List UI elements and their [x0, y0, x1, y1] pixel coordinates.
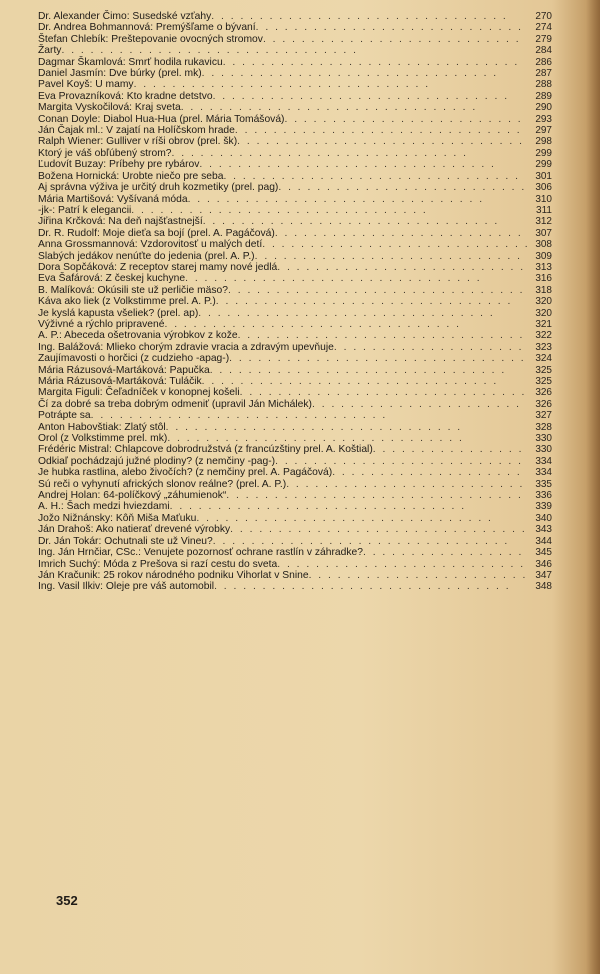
- toc-leader-dots: . . . . . . . . . . . . . . . . . . . . . . . . . . . . . . .: [230, 524, 527, 536]
- toc-entry: [38, 205, 552, 216]
- toc-leader-dots: . . . . . . . . . . . . . . . . . . . . . . .: [308, 569, 528, 581]
- toc-entry-title: Eva Šafárová: Z českej kuchyne: [38, 273, 186, 285]
- toc-entry: [38, 182, 552, 193]
- toc-entry: [38, 273, 552, 284]
- toc-leader-dots: . . . . . . . . . . . . . . . . . . . . . . . . . . . . . . .: [229, 353, 526, 365]
- toc-entry: [38, 114, 552, 125]
- toc-entry: [38, 365, 552, 376]
- toc-leader-dots: . . . . . . . . . . . . . . . . . . . . . . . . . . . . . . .: [61, 45, 358, 57]
- toc-entry-title: Margita Vyskočilová: Kraj sveta: [38, 102, 181, 114]
- toc-leader-dots: . . . . . . . . . . . . . . . . . . . . . . . . . . . . . . .: [209, 364, 507, 376]
- toc-entry: [38, 410, 552, 421]
- toc-entry: [38, 159, 552, 170]
- toc-leader-dots: . . . . . . . . . . . . . . . . . . . . . . . . .: [286, 478, 525, 490]
- toc-entry-page: 301: [535, 170, 552, 182]
- toc-entry: [38, 102, 552, 113]
- toc-entry-page: 310: [535, 193, 552, 205]
- toc-leader-dots: . . . . . . . . . . . . . . . . . . . . . . . . . . . . . .: [237, 330, 525, 342]
- toc-entry-title: A. H.: Šach medzi hviezdami: [38, 501, 170, 513]
- toc-entry: [38, 536, 552, 547]
- toc-entry-title: Dr. R. Rudolf: Moje dieťa sa bojí (prel. A. Pagáčová): [38, 227, 275, 239]
- toc-leader-dots: . . . . . . . . . . . . . . . . . . . . . . . . . . . . . . .: [199, 159, 496, 171]
- toc-entry-page: 320: [535, 307, 552, 319]
- toc-entry-title: Imrich Suchý: Móda z Prešova si razí cestu do sveta: [38, 558, 278, 570]
- toc-entry-title: Mária Martišová: Vyšívaná móda: [38, 193, 188, 205]
- toc-entry: [38, 136, 552, 147]
- toc-leader-dots: . . . . . . . . . . . . . . . . . . . . . . . . . . . . . . .: [171, 147, 469, 159]
- toc-entry-page: 311: [536, 204, 552, 216]
- toc-entry-page: 299: [535, 159, 552, 171]
- toc-entry-title: Je hubka rastlina, alebo živočích? (z nemčiny prel. A. Pagáčová): [38, 467, 333, 479]
- toc-entry-page: 347: [535, 569, 552, 581]
- toc-entry-page: 330: [535, 444, 552, 456]
- toc-leader-dots: . . . . . . . . . . . . . . . . . . . . . . . . . . . . . . .: [131, 204, 428, 216]
- toc-entry: [38, 479, 552, 490]
- toc-entry-page: 279: [535, 33, 552, 45]
- toc-entry: [38, 342, 552, 353]
- toc-leader-dots: . . . . . . . . . . . . . . . . . . . . . . . . . . . . . . .: [169, 501, 467, 513]
- toc-leader-dots: . . . . . . . . . . . . . . . . . . . .: [333, 341, 524, 353]
- toc-entry: [38, 513, 552, 524]
- toc-entry: [38, 422, 552, 433]
- toc-entry-title: Jiřina Krčková: Na deň najšťastnejší: [38, 216, 203, 228]
- toc-entry-title: Conan Doyle: Diabol Hua-Hua (prel. Mária Tomášová): [38, 113, 285, 125]
- toc-leader-dots: . . . . . . . . . . . . . . . . .: [362, 547, 524, 559]
- toc-entry-title: Ing. Vasil Ilkiv: Oleje pre váš automobil: [38, 581, 215, 593]
- toc-entry: [38, 308, 552, 319]
- toc-entry: [38, 467, 552, 478]
- toc-entry-title: Aj správna výživa je určitý druh kozmetiky (prel. pag): [38, 182, 279, 194]
- toc-leader-dots: . . . . . . . . . . . . . . . . . . . . . . . . . . . . . . .: [187, 193, 485, 205]
- toc-entry-title: Dora Sopčáková: Z receptov starej mamy nové jedlá: [38, 261, 278, 273]
- toc-leader-dots: . . . . . . . . . . . . . . . . . . . . . . . . . . . .: [255, 22, 523, 34]
- toc-entry: [38, 79, 552, 90]
- toc-entry: [38, 559, 552, 570]
- toc-entry-page: 289: [535, 90, 552, 102]
- toc-entry: [38, 91, 552, 102]
- toc-leader-dots: . . . . . . . . . . . . . . . . . . . . . . . . . . . . . .: [239, 387, 527, 399]
- toc-leader-dots: . . . . . . . . . . . . . . . . . . . . . . . . . . . . . . .: [223, 170, 520, 182]
- toc-entry-title: -jk-: Patrí k elegancii: [38, 204, 132, 216]
- toc-entry-page: 345: [535, 547, 552, 559]
- toc-leader-dots: . . . . . . . . . . . . . . . . . . . . . .: [312, 398, 522, 410]
- toc-entry-page: 321: [535, 318, 552, 330]
- toc-leader-dots: . . . . . . . . . . . . . . . . . . . . . . . . . . . . . . .: [211, 11, 508, 22]
- toc-leader-dots: . . . . . . . . . . . . . . . . . . . . . . . . .: [284, 113, 523, 125]
- toc-entry-page: 343: [535, 524, 552, 536]
- toc-entry-page: 308: [535, 239, 552, 251]
- toc-leader-dots: . . . . . . . . . . . . . . . .: [372, 444, 524, 456]
- toc-leader-dots: . . . . . . . . . . . . . . . . . . . . . . . . . . . . . . .: [180, 102, 478, 114]
- toc-entry-title: Frédéric Mistral: Chlapcove dobrodružstvá (z francúzštiny prel. A. Koštial): [38, 444, 373, 456]
- toc-leader-dots: . . . . . . . . . . . . . . . . . . . . . . . . . .: [277, 558, 526, 570]
- toc-entry: [38, 376, 552, 387]
- toc-entry-page: 274: [535, 22, 552, 34]
- toc-entry: [38, 501, 552, 512]
- toc-entry: [38, 125, 552, 136]
- toc-entry: [38, 216, 552, 227]
- toc-entry-title: Margita Figuli: Čeľadníček v konopnej košeli: [38, 387, 240, 399]
- table-of-contents: [38, 11, 552, 593]
- toc-entry-title: Štefan Chlebík: Preštepovanie ovocných stromov: [38, 33, 263, 45]
- toc-entry-title: Dr. Andrea Bohmannová: Premýšľame o bývaní: [38, 22, 256, 34]
- toc-leader-dots: . . . . . . . . . . . . . . . . . . . . . . . . . . . . . . .: [185, 273, 482, 285]
- toc-entry-title: Slabých jedákov nenúťte do jedenia (prel. A. P.): [38, 250, 255, 262]
- toc-entry-title: Orol (z Volkstimme prel. mk): [38, 433, 168, 445]
- toc-entry-page: 330: [535, 433, 552, 445]
- toc-leader-dots: . . . . . . . . . . . . . . . . . . . . . . . . . . . . . . .: [90, 410, 388, 422]
- toc-entry: [38, 570, 552, 581]
- toc-entry: [38, 456, 552, 467]
- toc-leader-dots: . . . . . . . . . . . . . . . . . . . . . . . . . . . . . . .: [215, 296, 513, 308]
- toc-entry: [38, 239, 552, 250]
- toc-entry-page: 287: [535, 68, 552, 80]
- toc-entry-title: Žarty: [38, 45, 62, 57]
- toc-leader-dots: . . . . . . . . . . . . . . . . . . . . . . . . . . .: [262, 33, 521, 45]
- toc-entry-page: 299: [535, 147, 552, 159]
- toc-entry-title: Mária Rázusová-Martáková: Papučka: [38, 364, 210, 376]
- toc-entry-page: 334: [535, 455, 552, 467]
- toc-entry-title: Anna Grossmannová: Vzdorovitosť u malých detí: [38, 239, 263, 251]
- toc-entry-page: 326: [535, 398, 552, 410]
- toc-entry-title: Ing. Ján Hrnčiar, CSc.: Venujete pozornosť ochrane rastlín v záhradke?: [38, 547, 363, 559]
- toc-entry: [38, 262, 552, 273]
- toc-entry-page: 324: [535, 353, 552, 365]
- toc-entry-title: Jožo Nižnánsky: Kôň Miša Maťuku: [38, 512, 197, 524]
- toc-entry: [38, 319, 552, 330]
- toc-entry: [38, 194, 552, 205]
- toc-entry-title: Čí za dobré sa treba dobrým odmeniť (upravil Ján Michálek): [38, 398, 312, 410]
- toc-entry-page: 307: [535, 227, 552, 239]
- toc-entry-title: Je kyslá kapusta všeliek? (prel. ap): [38, 307, 199, 319]
- toc-entry-page: 323: [535, 341, 552, 353]
- toc-entry-page: 334: [535, 467, 552, 479]
- toc-entry: [38, 330, 552, 341]
- toc-leader-dots: . . . . . . . . . . . . . . . . . . . . . . . . . . . .: [262, 239, 530, 251]
- toc-entry: [38, 57, 552, 68]
- toc-entry-page: 335: [535, 478, 552, 490]
- toc-entry-title: B. Malíková: Okúsili ste už perličie mäso?: [38, 284, 228, 296]
- toc-entry-title: Ing. Balážová: Mlieko chorým zdravie vracia a zdravým upevňuje: [38, 341, 334, 353]
- toc-entry-page: 326: [535, 387, 552, 399]
- toc-entry: [38, 547, 552, 558]
- toc-entry-title: Potrápte sa: [38, 410, 91, 422]
- toc-entry-title: Sú reči o vyhynutí afrických slonov reálne? (prel. A. P.): [38, 478, 287, 490]
- toc-entry-page: 313: [535, 261, 552, 273]
- toc-entry-page: 318: [535, 284, 552, 296]
- toc-entry-page: 270: [535, 11, 552, 22]
- toc-entry: [38, 22, 552, 33]
- toc-entry-page: 325: [535, 376, 552, 387]
- toc-leader-dots: . . . . . . . . . . . . . . . . . . . . . . . . . . . . . . .: [133, 79, 431, 91]
- toc-leader-dots: . . . . . . . . . . . . . . . . . . . . . . . . . . . . . . .: [165, 421, 463, 433]
- toc-leader-dots: . . . . . . . . . . . . . . . . . . . . . . . . . . . . . . .: [212, 90, 510, 102]
- toc-entry-page: 327: [535, 410, 552, 422]
- toc-entry-title: Zaujímavosti o horčici (z cudzieho -apag-): [38, 353, 230, 365]
- toc-entry-title: Dr. Ján Tokár: Ochutnali ste už Vineu?: [38, 535, 213, 547]
- toc-leader-dots: . . . . . . . . . . . . . . . . . . . .: [332, 467, 522, 479]
- toc-entry-title: Dagmar Škamlová: Smrť hodila rukavicu: [38, 56, 223, 68]
- toc-entry: [38, 490, 552, 501]
- toc-entry: [38, 399, 552, 410]
- toc-entry: [38, 228, 552, 239]
- toc-entry-page: 320: [535, 296, 552, 308]
- toc-entry-page: 339: [535, 501, 552, 513]
- toc-entry-page: 344: [535, 535, 552, 547]
- toc-entry-page: 309: [535, 250, 552, 262]
- toc-entry-title: Káva ako liek (z Volkstimme prel. A. P.): [38, 296, 216, 308]
- toc-leader-dots: . . . . . . . . . . . . . . . . . . . . . . . . . . . . . . .: [222, 56, 520, 68]
- toc-leader-dots: . . . . . . . . . . . . . . . . . . . . . . . . . . . . . .: [234, 125, 522, 137]
- toc-entry-page: 298: [535, 136, 552, 148]
- page-number: 352: [56, 893, 78, 908]
- toc-entry: [38, 353, 552, 364]
- toc-entry: [38, 171, 552, 182]
- toc-entry: [38, 148, 552, 159]
- toc-leader-dots: . . . . . . . . . . . . . . . . . . . . . . . . . . . .: [254, 250, 522, 262]
- toc-entry-title: Ľudovít Buzay: Príbehy pre rybárov: [38, 159, 200, 171]
- toc-entry: [38, 34, 552, 45]
- toc-entry-page: 348: [535, 581, 552, 593]
- page-spine-shadow: [586, 0, 600, 974]
- toc-entry-page: 288: [535, 79, 552, 91]
- toc-entry-title: A. P.: Abeceda ošetrovania výrobkov z kože: [38, 330, 238, 342]
- toc-leader-dots: . . . . . . . . . . . . . . . . . . . . . . . . . . . . . . .: [164, 318, 461, 330]
- toc-entry-page: 316: [535, 273, 552, 285]
- toc-leader-dots: . . . . . . . . . . . . . . . . . . . . . . . . . . . . . . .: [212, 535, 510, 547]
- toc-entry-page: 306: [535, 182, 552, 194]
- toc-entry: [38, 45, 552, 56]
- toc-leader-dots: . . . . . . . . . . . . . . . . . . . . . . . . . . . . . . .: [198, 307, 495, 319]
- toc-leader-dots: . . . . . . . . . . . . . . . . . . . . . . . . . .: [274, 227, 523, 239]
- toc-entry-page: 312: [535, 216, 552, 228]
- toc-leader-dots: . . . . . . . . . . . . . . . . . . . . . . . . . .: [277, 261, 526, 273]
- toc-entry-page: 297: [535, 125, 552, 137]
- toc-entry-title: Mária Rázusová-Martáková: Tuláčik: [38, 376, 202, 387]
- toc-leader-dots: . . . . . . . . . . . . . . . . . . . . . . . . . . . . . . .: [201, 376, 499, 387]
- toc-entry: [38, 524, 552, 535]
- toc-entry: [38, 581, 552, 592]
- toc-entry-title: Ktorý je váš obľúbený strom?: [38, 147, 172, 159]
- toc-leader-dots: . . . . . . . . . . . . . . . . . . . . . . . . . . . . . . .: [214, 581, 511, 593]
- toc-entry-title: Ján Čajak ml.: V zajatí na Holíčskom hrade: [38, 125, 235, 137]
- toc-entry-title: Výživné a rýchlo pripravené: [38, 318, 165, 330]
- toc-leader-dots: . . . . . . . . . . . . . . . . . . . . . . . . . . . . . . .: [226, 490, 523, 502]
- toc-entry-title: Pavel Koyš: U mamy: [38, 79, 134, 91]
- toc-entry-title: Andrej Holan: 64-políčkový „záhumienok“: [38, 490, 227, 502]
- toc-entry-page: 286: [535, 56, 552, 68]
- toc-entry-title: Ján Drahoš: Ako natierať drevené výrobky: [38, 524, 231, 536]
- toc-entry: [38, 285, 552, 296]
- toc-entry-page: 328: [535, 421, 552, 433]
- toc-entry: [38, 68, 552, 79]
- toc-entry: [38, 444, 552, 455]
- toc-entry-page: 284: [535, 45, 552, 57]
- toc-leader-dots: . . . . . . . . . . . . . . . . . . . . . . . . . . . . . . .: [202, 216, 500, 228]
- toc-entry: [38, 433, 552, 444]
- toc-entry-title: Anton Habovštiak: Zlatý stôl: [38, 421, 166, 433]
- toc-entry-page: 290: [535, 102, 552, 114]
- toc-entry: [38, 11, 552, 22]
- toc-entry-page: 336: [535, 490, 552, 502]
- toc-entry: [38, 251, 552, 262]
- toc-entry-page: 325: [535, 364, 552, 376]
- toc-leader-dots: . . . . . . . . . . . . . . . . . . . . . . . . . . . . . . .: [196, 512, 493, 524]
- toc-entry-page: 346: [535, 558, 552, 570]
- toc-leader-dots: . . . . . . . . . . . . . . . . . . . . . . . . . .: [275, 455, 524, 467]
- toc-entry-title: Božena Hornická: Urobte niečo pre seba: [38, 170, 224, 182]
- toc-entry: [38, 387, 552, 398]
- toc-leader-dots: . . . . . . . . . . . . . . . . . . . . . . . . . .: [278, 182, 527, 194]
- toc-entry: [38, 296, 552, 307]
- toc-entry-title: Ralph Wiener: Gulliver v ríši obrov (prel. šk): [38, 136, 238, 148]
- toc-leader-dots: . . . . . . . . . . . . . . . . . . . . . . . . . . . . . . .: [167, 433, 464, 445]
- toc-entry-page: 293: [535, 113, 552, 125]
- toc-entry-title: Odkiaľ pochádzajú južné plodiny? (z nemčiny -pag-): [38, 455, 276, 467]
- toc-entry-title: Ján Kračunik: 25 rokov národného podniku Vihorlat v Snine: [38, 569, 309, 581]
- toc-leader-dots: . . . . . . . . . . . . . . . . . . . . . . . . . . . . . . .: [228, 284, 525, 296]
- toc-entry-page: 322: [535, 330, 552, 342]
- toc-entry-title: Eva Provazníková: Kto kradne detstvo: [38, 90, 213, 102]
- toc-entry-title: Daniel Jasmín: Dve búrky (prel. mk): [38, 68, 202, 80]
- toc-entry-page: 340: [535, 512, 552, 524]
- toc-leader-dots: . . . . . . . . . . . . . . . . . . . . . . . . . . . . . . .: [201, 68, 499, 80]
- toc-leader-dots: . . . . . . . . . . . . . . . . . . . . . . . . . . . . . .: [237, 136, 524, 148]
- toc-entry-title: Dr. Alexander Čimo: Susedské vzťahy: [38, 11, 212, 22]
